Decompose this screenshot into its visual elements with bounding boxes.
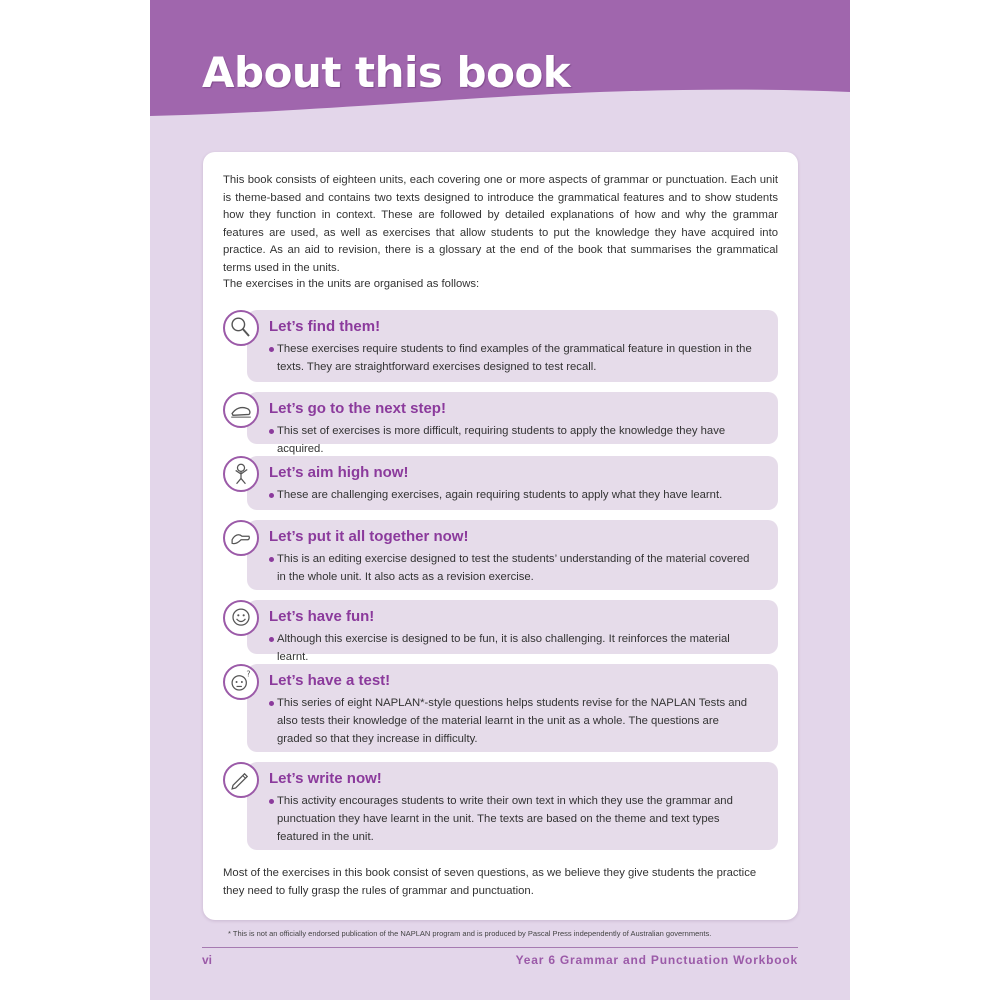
exercise-item <box>223 762 778 850</box>
bullet-dot <box>269 429 274 434</box>
exercise-item <box>223 600 778 663</box>
exercise-item <box>223 392 778 455</box>
item-description-text: This set of exercises is more difficult, requiring students to apply the knowledge they have acquired. <box>277 425 726 455</box>
footer-divider <box>202 947 798 948</box>
item-title: Let’s have fun! <box>269 608 375 625</box>
page-title: About this book <box>202 48 571 97</box>
happy-kid-icon <box>223 600 259 636</box>
hands-together-icon <box>223 520 259 556</box>
bullet-dot <box>269 493 274 498</box>
footnote: * This is not an officially endorsed publication of the NAPLAN program and is produced by Pascal Press independently of Australian governments. <box>228 929 712 938</box>
exercise-item <box>223 310 778 382</box>
thinking-kid-icon <box>223 664 259 700</box>
bullet-dot <box>269 701 274 706</box>
exercise-item <box>223 520 778 590</box>
item-title: Let’s find them! <box>269 318 381 335</box>
item-title: Let’s go to the next step! <box>269 400 446 417</box>
item-title: Let’s put it all together now! <box>269 528 469 545</box>
svg-text:?: ? <box>246 669 251 679</box>
page-number: vi <box>202 953 213 967</box>
bullet-dot <box>269 799 274 804</box>
content-card <box>203 152 798 920</box>
exercise-item <box>223 456 778 510</box>
lead-sentence: The exercises in the units are organised as follows: <box>223 278 480 290</box>
bullet-dot <box>269 637 274 642</box>
item-title: Let’s aim high now! <box>269 464 409 481</box>
exercise-item <box>223 664 778 752</box>
page <box>150 0 850 1000</box>
shoe-step-icon <box>223 392 259 428</box>
item-description-text: This activity encourages students to write their own text in which they use the grammar and punctuation they have learnt in the unit. The texts are based on the theme and text types featured in the unit. <box>277 795 733 843</box>
item-description-text: These exercises require students to find examples of the grammatical feature in question in the texts. They are straightforward exercises designed to test recall. <box>277 343 752 373</box>
item-description-text: This series of eight NAPLAN*-style questions helps students revise for the NAPLAN Tests and also tests their knowledge of the material learnt in the unit as a whole. The questions are graded so that they increase in difficulty. <box>277 697 748 745</box>
item-description <box>277 340 757 376</box>
magnifying-glass-icon <box>223 310 259 346</box>
bullet-dot <box>269 347 274 352</box>
writing-hand-icon <box>223 762 259 798</box>
item-description <box>277 422 757 458</box>
item-description <box>277 486 757 504</box>
closing-paragraph: Most of the exercises in this book consist of seven questions, as we believe they give students the practice they need to fully grasp the rules of grammar and punctuation. <box>223 867 757 897</box>
item-description <box>277 694 757 748</box>
footer-book-title: Year 6 Grammar and Punctuation Workbook <box>515 953 798 967</box>
item-title: Let’s have a test! <box>269 672 391 689</box>
item-description <box>277 550 757 586</box>
item-description <box>277 792 757 846</box>
item-description <box>277 630 757 666</box>
item-description-text: This is an editing exercise designed to test the students’ understanding of the material covered in the whole unit. It also acts as a revision exercise. <box>277 553 750 583</box>
bullet-dot <box>269 557 274 562</box>
intro-paragraph: This book consists of eighteen units, each covering one or more aspects of grammar or punctuation. Each unit is theme-based and contains two texts designed to introduce the grammatical features and to show students how they function in context. These are followed by detailed explanations of how and why the grammar features are used, as well as exercises that allow students to put the knowledge they have acquired into practice. As an aid to revision, there is a glossary at the end of the book that summarises the grammatical terms used in the units. <box>223 174 778 274</box>
item-description-text: These are challenging exercises, again requiring students to apply what they have learnt. <box>277 489 723 501</box>
item-title: Let’s write now! <box>269 770 382 787</box>
item-description-text: Although this exercise is designed to be fun, it is also challenging. It reinforces the material learnt. <box>277 633 730 663</box>
climber-icon <box>223 456 259 492</box>
